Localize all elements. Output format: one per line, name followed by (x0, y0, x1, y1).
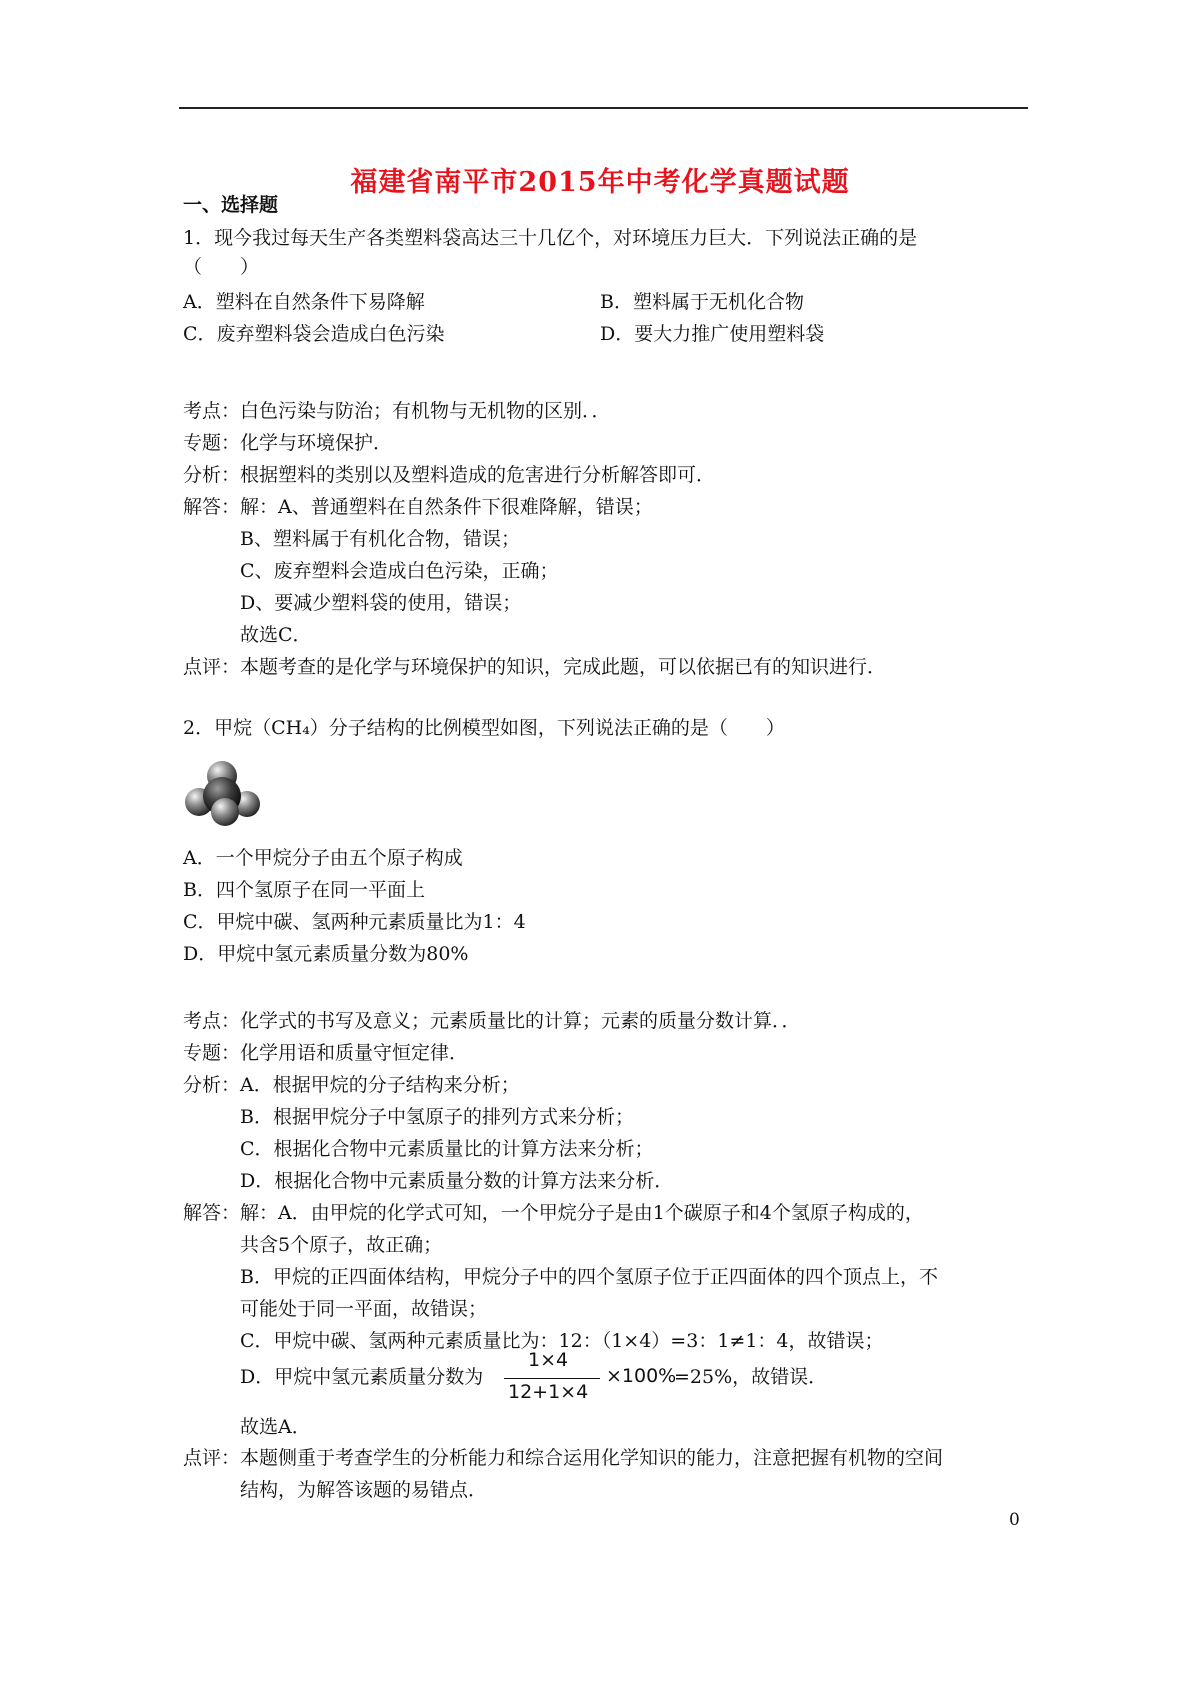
q1-jieda-line: B、塑料属于有机化合物，错误； (240, 528, 520, 550)
section-heading: 一、选择题 (183, 194, 279, 216)
q2-jieda-line: 可能处于同一平面，故错误； (240, 1298, 488, 1320)
q1-option-c: C．废弃塑料袋会造成白色污染 (183, 323, 445, 345)
q2-jieda-line: B．甲烷的正四面体结构，甲烷分子中的四个氢原子位于正四面体的四个顶点上，不 (240, 1266, 938, 1288)
q2-option-a: A．一个甲烷分子由五个原子构成 (183, 847, 463, 869)
q1-jieda-line: D、要减少塑料袋的使用，错误； (240, 592, 522, 614)
q2-option-b: B．四个氢原子在同一平面上 (183, 879, 425, 901)
header-rule (179, 107, 1028, 109)
q2-fenxi-line: D．根据化合物中元素质量分数的计算方法来分析． (240, 1170, 674, 1192)
q1-jieda-line: 故选C． (240, 624, 312, 646)
q1-zhuanti: 专题：化学与环境保护． (183, 432, 393, 454)
q2-fenxi-line: 分析：A．根据甲烷的分子结构来分析； (183, 1074, 520, 1096)
q1-option-b: B．塑料属于无机化合物 (600, 291, 804, 313)
q1-fenxi: 分析：根据塑料的类别以及塑料造成的危害进行分析解答即可． (183, 464, 716, 486)
q2-jieda-line: 故选A． (240, 1416, 311, 1438)
q1-dianping: 点评：本题考查的是化学与环境保护的知识，完成此题，可以依据已有的知识进行． (183, 656, 887, 678)
q2-jieda-line: 解答：解：A．由甲烷的化学式可知，一个甲烷分子是由1个碳原子和4个氢原子构成的， (183, 1202, 924, 1224)
methane-model-image (184, 756, 264, 828)
fraction-numerator: 1×4 (528, 1349, 569, 1371)
q2-option-d: D．甲烷中氢元素质量分数为80% (183, 943, 469, 965)
q2-dianping-line: 结构，为解答该题的易错点． (240, 1479, 488, 1501)
q2-jieda-line: 共含5个原子，故正确； (240, 1234, 443, 1256)
q1-option-a: A．塑料在自然条件下易降解 (183, 291, 425, 313)
q1-jieda-line: 解答：解：A、普通塑料在自然条件下很难降解，错误； (183, 496, 653, 518)
document-title: 福建省南平市2015年中考化学真题试题 (350, 167, 850, 198)
q2-zhuanti: 专题：化学用语和质量守恒定律． (183, 1042, 469, 1064)
q1-option-d: D．要大力推广使用塑料袋 (600, 323, 825, 345)
page-number: 0 (1009, 1510, 1020, 1530)
q2-kaodian: 考点：化学式的书写及意义；元素质量比的计算；元素的质量分数计算．． (183, 1010, 801, 1032)
q1-jieda-line: C、废弃塑料会造成白色污染，正确； (240, 560, 559, 582)
q2-option-c: C．甲烷中碳、氢两种元素质量比为1：4 (183, 911, 526, 933)
q2-fenxi-line: B．根据甲烷分子中氢原子的排列方式来分析； (240, 1106, 634, 1128)
q2-jieda-formula-prefix: D．甲烷中氢元素质量分数为 (240, 1366, 484, 1388)
q1-stem-paren: （ ） (183, 256, 260, 278)
q2-jieda-line: C．甲烷中碳、氢两种元素质量比为：12：（1×4）=3：1≠1：4，故错误； (240, 1330, 884, 1352)
q2-stem: 2．甲烷（CH₄）分子结构的比例模型如图，下列说法正确的是（ ） (183, 717, 785, 739)
q1-stem: 1．现今我过每天生产各类塑料袋高达三十几亿个，对环境压力巨大．下列说法正确的是 (183, 227, 918, 249)
q1-kaodian: 考点：白色污染与防治；有机物与无机物的区别．． (183, 400, 611, 422)
fraction-bar (504, 1378, 600, 1379)
q2-fenxi-line: C．根据化合物中元素质量比的计算方法来分析； (240, 1138, 654, 1160)
q2-jieda-formula-suffix: =25%，故错误． (674, 1366, 828, 1388)
q2-dianping-line: 点评：本题侧重于考查学生的分析能力和综合运用化学知识的能力，注意把握有机物的空间 (183, 1447, 944, 1469)
fraction-multiplier: ×100% (606, 1365, 677, 1387)
fraction-denominator: 12+1×4 (508, 1381, 589, 1403)
